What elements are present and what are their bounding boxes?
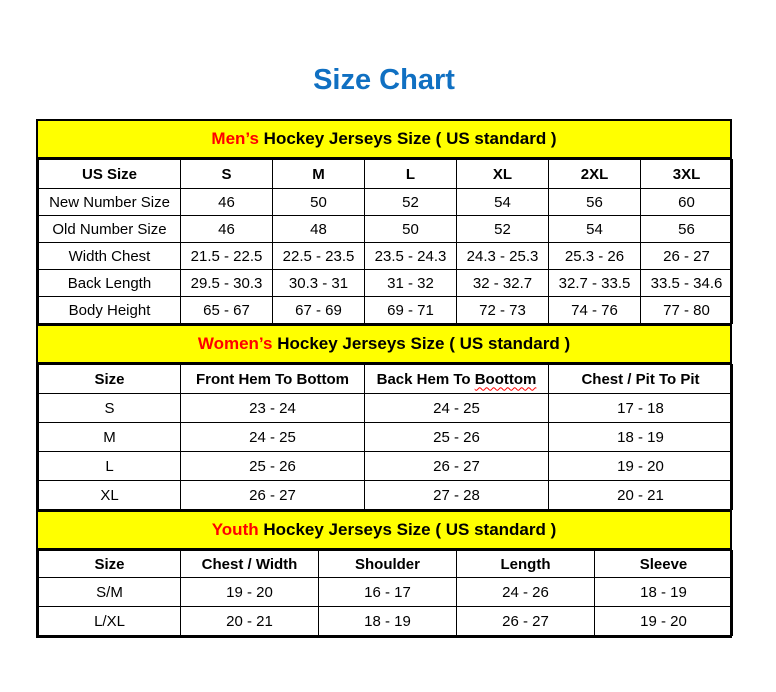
column-header: Chest / Width <box>181 551 319 578</box>
table-row <box>39 243 733 270</box>
size-value-cell: 46 <box>181 216 273 243</box>
page-title: Size Chart <box>313 64 455 96</box>
size-value-cell: 21.5 - 22.5 <box>181 243 273 270</box>
row-label: Old Number Size <box>39 216 181 243</box>
youth-band-rest: Hockey Jerseys Size ( US standard ) <box>258 520 557 539</box>
size-value-cell: 50 <box>273 189 365 216</box>
row-label: Back Length <box>39 270 181 297</box>
size-value-cell: 69 - 71 <box>365 297 457 324</box>
size-value-cell: 16 - 17 <box>319 578 457 607</box>
size-value-cell: 24.3 - 25.3 <box>457 243 549 270</box>
womens-band-rest: Hockey Jerseys Size ( US standard ) <box>272 334 571 353</box>
table-row <box>39 481 733 510</box>
column-header: S <box>181 160 273 189</box>
row-label: XL <box>39 481 181 510</box>
size-value-cell: 26 - 27 <box>457 607 595 636</box>
size-value-cell: 74 - 76 <box>549 297 641 324</box>
size-value-cell: 20 - 21 <box>181 607 319 636</box>
table-row <box>39 394 733 423</box>
mens-section-band <box>38 121 730 159</box>
column-header: Chest / Pit To Pit <box>549 365 733 394</box>
size-value-cell: 17 - 18 <box>549 394 733 423</box>
youth-band-highlight: Youth <box>211 520 259 539</box>
size-value-cell: 77 - 80 <box>641 297 733 324</box>
size-value-cell: 54 <box>549 216 641 243</box>
size-value-cell: 30.3 - 31 <box>273 270 365 297</box>
size-value-cell: 24 - 25 <box>181 423 365 452</box>
mens-band-highlight: Men’s <box>211 129 259 148</box>
size-value-cell: 26 - 27 <box>641 243 733 270</box>
size-value-cell: 23 - 24 <box>181 394 365 423</box>
column-header: Length <box>457 551 595 578</box>
row-label: Body Height <box>39 297 181 324</box>
size-value-cell: 56 <box>641 216 733 243</box>
size-value-cell: 32 - 32.7 <box>457 270 549 297</box>
table-row <box>39 297 733 324</box>
size-value-cell: 54 <box>457 189 549 216</box>
column-header: 2XL <box>549 160 641 189</box>
size-value-cell: 25 - 26 <box>181 452 365 481</box>
column-header: M <box>273 160 365 189</box>
row-label: S/M <box>39 578 181 607</box>
youth-header-row <box>39 551 733 578</box>
table-row <box>39 270 733 297</box>
size-value-cell: 29.5 - 30.3 <box>181 270 273 297</box>
size-chart-container <box>36 119 732 638</box>
size-value-cell: 26 - 27 <box>365 452 549 481</box>
column-header: Size <box>39 365 181 394</box>
womens-size-table <box>38 364 733 510</box>
row-label: L <box>39 452 181 481</box>
size-value-cell: 26 - 27 <box>181 481 365 510</box>
row-label: S <box>39 394 181 423</box>
size-value-cell: 65 - 67 <box>181 297 273 324</box>
column-header: 3XL <box>641 160 733 189</box>
size-value-cell: 19 - 20 <box>549 452 733 481</box>
size-value-cell: 52 <box>365 189 457 216</box>
mens-band-rest: Hockey Jerseys Size ( US standard ) <box>258 129 557 148</box>
size-value-cell: 18 - 19 <box>319 607 457 636</box>
womens-section-band <box>38 324 730 364</box>
row-label: L/XL <box>39 607 181 636</box>
size-value-cell: 50 <box>365 216 457 243</box>
table-row <box>39 189 733 216</box>
size-value-cell: 25.3 - 26 <box>549 243 641 270</box>
table-row <box>39 578 733 607</box>
table-row <box>39 607 733 636</box>
table-row <box>39 216 733 243</box>
table-row <box>39 452 733 481</box>
column-header <box>365 365 549 394</box>
youth-size-table <box>38 550 733 636</box>
row-label: Width Chest <box>39 243 181 270</box>
size-value-cell: 46 <box>181 189 273 216</box>
size-value-cell: 18 - 19 <box>549 423 733 452</box>
size-value-cell: 72 - 73 <box>457 297 549 324</box>
back-hem-misspelled-word: Boottom <box>474 370 537 388</box>
column-header: XL <box>457 160 549 189</box>
size-value-cell: 24 - 25 <box>365 394 549 423</box>
size-value-cell: 18 - 19 <box>595 578 733 607</box>
row-label: New Number Size <box>39 189 181 216</box>
size-value-cell: 48 <box>273 216 365 243</box>
youth-section-band <box>38 510 730 550</box>
table-row <box>39 423 733 452</box>
size-value-cell: 23.5 - 24.3 <box>365 243 457 270</box>
size-value-cell: 33.5 - 34.6 <box>641 270 733 297</box>
size-value-cell: 56 <box>549 189 641 216</box>
size-value-cell: 52 <box>457 216 549 243</box>
column-header: Size <box>39 551 181 578</box>
womens-band-highlight: Women’s <box>197 334 273 353</box>
womens-header-row <box>39 365 733 394</box>
size-value-cell: 67 - 69 <box>273 297 365 324</box>
row-label: M <box>39 423 181 452</box>
size-value-cell: 19 - 20 <box>595 607 733 636</box>
size-value-cell: 31 - 32 <box>365 270 457 297</box>
size-value-cell: 60 <box>641 189 733 216</box>
size-value-cell: 22.5 - 23.5 <box>273 243 365 270</box>
back-hem-label-prefix: Back Hem To <box>376 370 475 388</box>
size-value-cell: 32.7 - 33.5 <box>549 270 641 297</box>
column-header: Front Hem To Bottom <box>181 365 365 394</box>
column-header: L <box>365 160 457 189</box>
column-header: Sleeve <box>595 551 733 578</box>
size-value-cell: 24 - 26 <box>457 578 595 607</box>
column-header: US Size <box>39 160 181 189</box>
mens-header-row <box>39 160 733 189</box>
column-header: Shoulder <box>319 551 457 578</box>
size-value-cell: 19 - 20 <box>181 578 319 607</box>
size-value-cell: 20 - 21 <box>549 481 733 510</box>
size-value-cell: 25 - 26 <box>365 423 549 452</box>
size-value-cell: 27 - 28 <box>365 481 549 510</box>
mens-size-table <box>38 159 733 324</box>
